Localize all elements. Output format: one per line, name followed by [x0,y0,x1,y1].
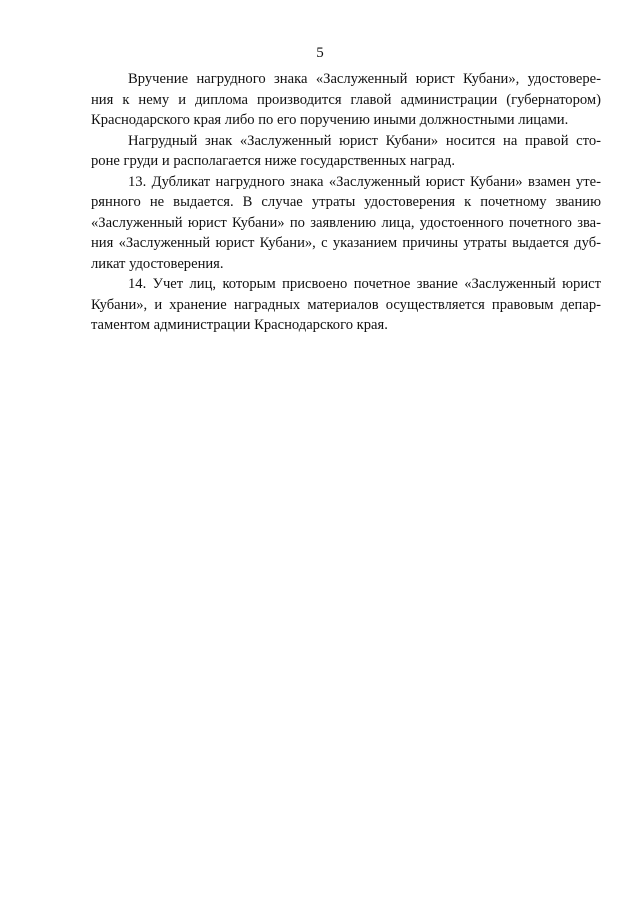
text-line: «Заслуженный юрист Кубани» по заявлению лица, удостоенного почетного зва- [91,214,601,231]
text-line: Нагрудный знак «Заслуженный юрист Кубани» носится на правой сто- [128,132,601,149]
text-line: ния «Заслуженный юрист Кубани», с указанием причины утраты выдается дуб- [91,235,601,251]
text-line: ликат удостоверения. [91,255,224,272]
text-line: 13. Дубликат нагрудного знака «Заслуженный юрист Кубани» взамен уте- [128,173,601,190]
text-line: рянного не выдается. В случае утраты удостоверения к почетному званию [91,194,601,210]
page-number: 5 [316,45,324,61]
text-line: Кубани», и хранение наградных материалов осуществляется правовым депар- [91,296,601,313]
paragraph-award-presentation [91,69,601,131]
text-line: ния к нему и диплома производится главой администрации (губернатором) [91,91,601,108]
paragraph-badge-wearing [91,131,601,172]
paragraph-13-duplicate [91,172,601,275]
text-line: таментом администрации Краснодарского края. [91,317,388,333]
document-body [91,69,601,336]
text-line: 14. Учет лиц, которым присвоено почетное звание «Заслуженный юрист [128,276,601,292]
text-line: роне груди и располагается ниже государственных наград. [91,153,456,169]
paragraph-14-records [91,274,601,336]
text-line: Вручение нагрудного знака «Заслуженный юрист Кубани», удостовере- [128,71,601,87]
text-line: Краснодарского края либо по его поручению иными должностными лицами. [91,112,569,128]
